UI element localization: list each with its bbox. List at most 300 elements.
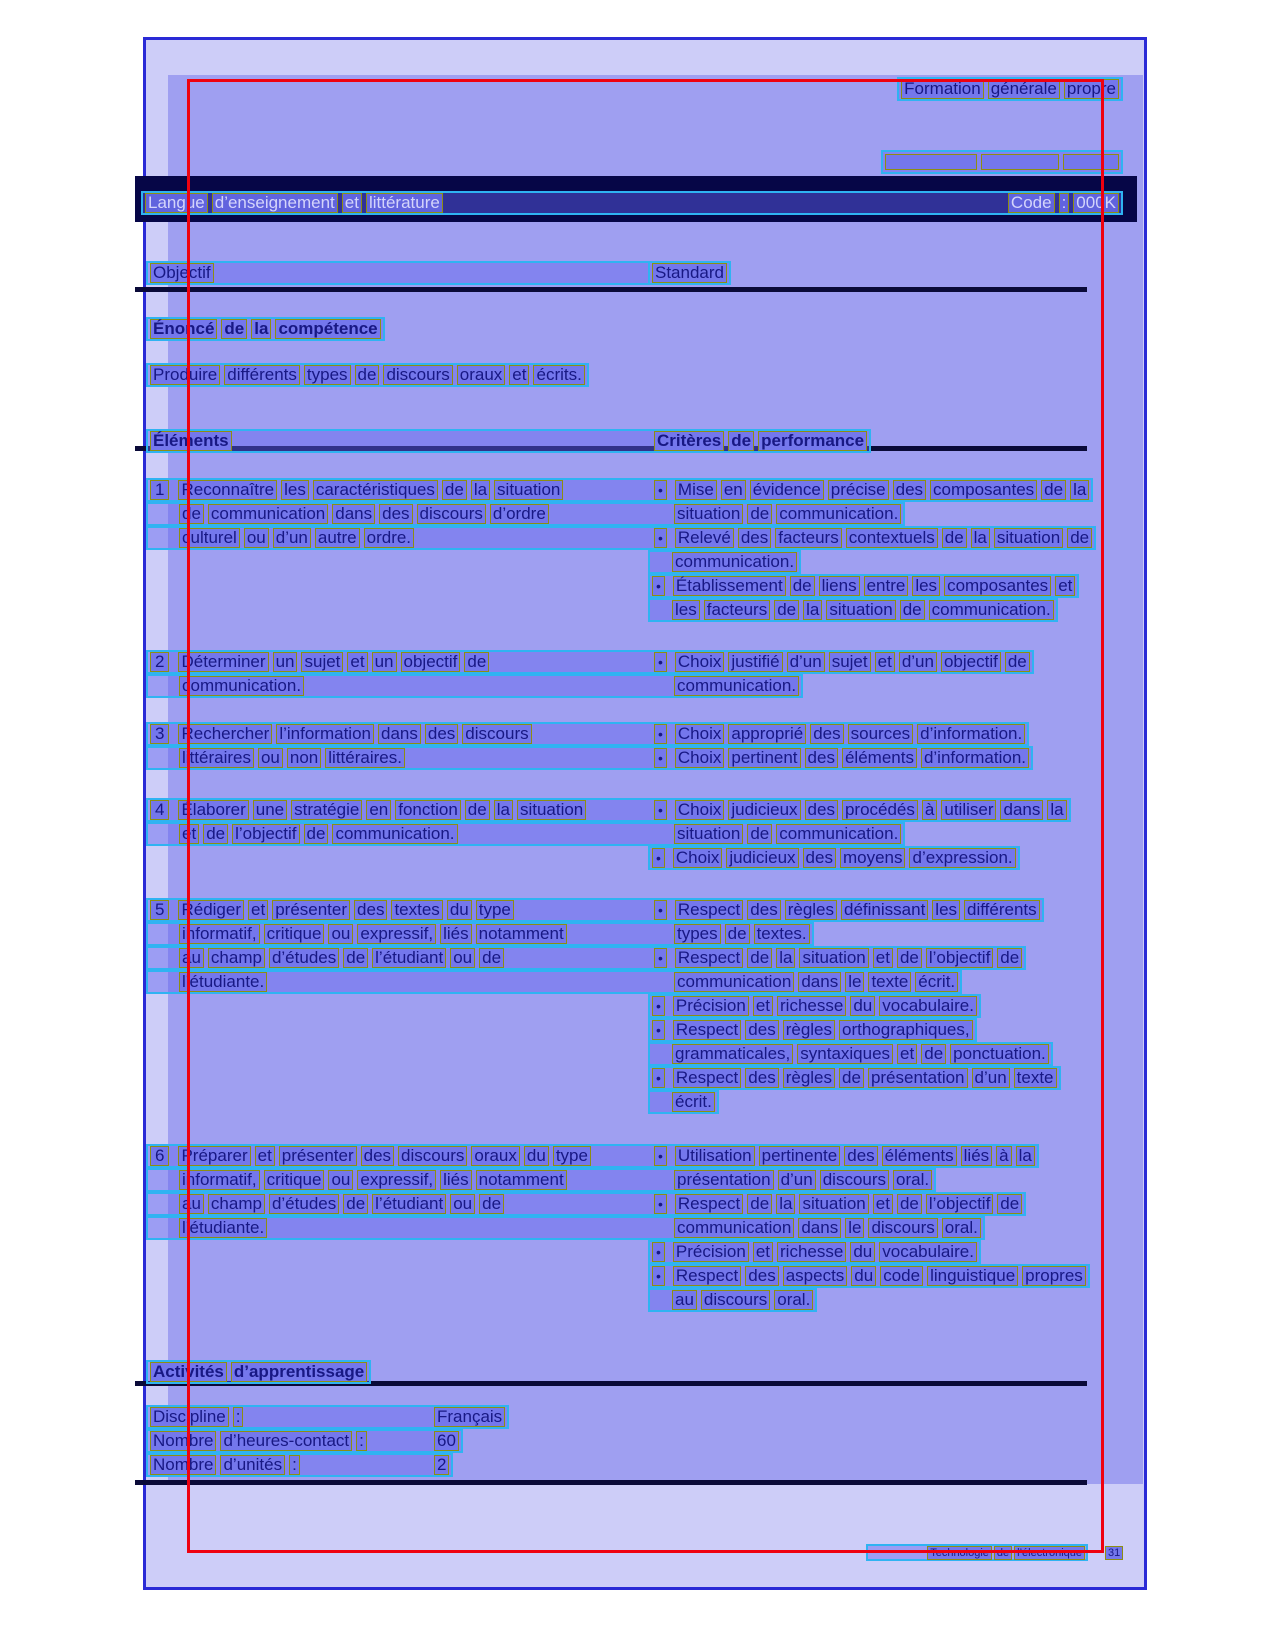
ocr-line-group — [148, 724, 652, 744]
ocr-line-group — [148, 800, 652, 820]
ocr-word: entre — [864, 576, 909, 596]
ocr-line-group — [148, 1455, 432, 1475]
ocr-line-group — [148, 948, 652, 968]
ocr-word: au — [179, 1194, 204, 1214]
ocr-word: discours — [701, 1290, 770, 1310]
ocr-word: un — [372, 652, 397, 672]
ocr-word: l’objectif — [926, 1194, 993, 1214]
ocr-word: l’électronique — [1014, 1546, 1085, 1560]
ocr-word: du — [850, 1242, 875, 1262]
ocr-word: Standard — [652, 263, 727, 283]
ocr-word: et — [753, 1242, 773, 1262]
ocr-word: liés — [961, 1146, 993, 1166]
ocr-word: de — [304, 824, 329, 844]
ocr-word: dans — [332, 504, 375, 524]
item-4-line-2 — [146, 822, 905, 846]
ocr-word: ou — [450, 1194, 475, 1214]
ocr-word: situation — [799, 1194, 868, 1214]
blank-word-box — [885, 154, 977, 170]
ocr-word: Respect — [673, 1068, 741, 1088]
ocr-word: communication. — [776, 824, 901, 844]
ocr-line-group — [432, 1431, 461, 1451]
ocr-word: écrits. — [533, 365, 584, 385]
ocr-word: Précision — [673, 1242, 749, 1262]
item-5-line-7 — [648, 1042, 1053, 1066]
ocr-word: Établissement — [673, 576, 786, 596]
ocr-word: types — [304, 365, 351, 385]
ocr-word: champ — [208, 948, 265, 968]
ocr-word: de — [921, 1044, 946, 1064]
ocr-line-group — [652, 504, 903, 524]
ocr-word: d’apprentissage — [231, 1362, 367, 1382]
ocr-word: des — [738, 528, 771, 548]
ocr-word: de — [343, 1194, 368, 1214]
item-1-line-2 — [146, 502, 905, 526]
bullet-icon: • — [654, 900, 667, 920]
ocr-word: de — [1041, 480, 1066, 500]
ocr-word: Énoncé — [150, 319, 217, 339]
ocr-word: approprié — [728, 724, 806, 744]
page-number-word: 31 — [1105, 1546, 1123, 1560]
item-5-line-6 — [648, 1018, 977, 1042]
ocr-word: l’objectif — [926, 948, 993, 968]
ocr-word: et — [347, 652, 367, 672]
ocr-word: Utilisation — [675, 1146, 755, 1166]
ocr-word: l’étudiante. — [179, 1218, 267, 1238]
ocr-word: des — [810, 724, 843, 744]
ocr-word: règles — [783, 1068, 835, 1088]
ocr-word: et — [248, 900, 268, 920]
ocr-word: des — [361, 1146, 394, 1166]
ocr-word: oraux — [471, 1146, 520, 1166]
ocr-word: situation — [674, 504, 743, 524]
ocr-word: sources — [848, 724, 914, 744]
ocr-word: communication. — [179, 676, 304, 696]
ocr-word: procédés — [842, 800, 918, 820]
ocr-word: de — [942, 528, 967, 548]
ocr-word: d’unités — [220, 1455, 285, 1475]
ocr-word: Préparer — [178, 1146, 250, 1166]
ocr-word: Déterminer — [178, 652, 268, 672]
ocr-word: type — [553, 1146, 591, 1166]
ocr-word: la — [776, 948, 795, 968]
ocr-word: la — [471, 480, 490, 500]
ocr-word: : — [233, 1407, 244, 1427]
ocr-word: de — [747, 824, 772, 844]
ocr-word: l’objectif — [232, 824, 299, 844]
ocr-word: linguistique — [927, 1266, 1018, 1286]
enonce-heading-line — [146, 317, 385, 341]
ocr-word: Respect — [675, 948, 743, 968]
ocr-line-group — [143, 193, 445, 213]
ocr-line-group — [652, 824, 903, 844]
ocr-word: communication. — [776, 504, 901, 524]
ocr-word: des — [805, 748, 838, 768]
bullet-icon: • — [652, 1242, 665, 1262]
ocr-word: discours — [462, 724, 531, 744]
ocr-word: et — [179, 824, 199, 844]
ocr-word: de — [994, 1546, 1012, 1560]
bullet-icon: • — [654, 652, 667, 672]
ocr-word: discours — [398, 1146, 467, 1166]
ocr-word: littéraires — [179, 748, 254, 768]
item-5-line-5 — [648, 994, 981, 1018]
ocr-word: Français — [434, 1407, 505, 1427]
ocr-word: la — [494, 800, 513, 820]
ocr-line-group — [1006, 193, 1121, 213]
ocr-word: pertinente — [759, 1146, 841, 1166]
ocr-word: de — [725, 924, 750, 944]
bullet-icon: • — [654, 948, 667, 968]
ocr-word: situation — [674, 824, 743, 844]
ocr-word: les — [912, 576, 940, 596]
ocr-word: d’études — [269, 1194, 339, 1214]
ocr-word: de — [479, 1194, 504, 1214]
ocr-word: texte — [868, 972, 911, 992]
ocr-word: l’étudiante. — [179, 972, 267, 992]
ocr-word: différents — [224, 365, 300, 385]
ocr-word: l’étudiant — [372, 1194, 446, 1214]
ocr-line-group — [650, 1092, 717, 1112]
ocr-word: de — [839, 1068, 864, 1088]
ocr-word: vocabulaire. — [879, 1242, 977, 1262]
ocr-word: différents — [964, 900, 1040, 920]
ocr-line-group — [650, 1044, 1051, 1064]
ocr-word: judicieux — [728, 800, 800, 820]
bullet-icon: • — [652, 848, 665, 868]
ocr-word: d’information. — [917, 724, 1025, 744]
ocr-word: communication. — [929, 600, 1054, 620]
item-6-line-1 — [146, 1144, 1039, 1168]
ocr-word: de — [897, 948, 922, 968]
ocr-word: utiliser — [941, 800, 996, 820]
ocr-line-group — [650, 1020, 975, 1040]
ocr-word: critique — [264, 1170, 325, 1190]
ocr-line-group — [650, 1242, 979, 1262]
item-2-line-2 — [146, 674, 803, 698]
item-5-line-9 — [648, 1090, 719, 1114]
ocr-word: discours — [820, 1170, 889, 1190]
ocr-word: fonction — [395, 800, 461, 820]
ocr-word: des — [844, 1146, 877, 1166]
item-4-line-1 — [146, 798, 1071, 822]
top-right-label-line — [897, 77, 1123, 101]
ocr-word: du — [851, 1266, 876, 1286]
ocr-word: stratégie — [291, 800, 362, 820]
ocr-word: évidence — [750, 480, 824, 500]
ocr-word: des — [425, 724, 458, 744]
ocr-word: Technologie — [927, 1546, 992, 1560]
ocr-word: et — [873, 1194, 893, 1214]
ocr-word: générale — [988, 79, 1060, 99]
bullet-icon: • — [654, 748, 667, 768]
ocr-word: pertinent — [728, 748, 800, 768]
ocr-word: type — [476, 900, 514, 920]
ocr-word: le — [845, 1218, 864, 1238]
ocr-word: critique — [264, 924, 325, 944]
ocr-word: informatif, — [179, 1170, 260, 1190]
ocr-word: sujet — [829, 652, 871, 672]
ocr-word: Élaborer — [178, 800, 248, 820]
ocr-word: Activités — [150, 1362, 227, 1382]
ocr-word: Critères — [654, 431, 724, 451]
item-6-line-7 — [648, 1288, 817, 1312]
ocr-word: justifié — [728, 652, 782, 672]
ocr-word: de — [774, 600, 799, 620]
ocr-word: d’information. — [921, 748, 1029, 768]
item-1-line-4 — [648, 550, 801, 574]
ocr-word: de — [479, 948, 504, 968]
ocr-word: de — [221, 319, 247, 339]
activites-heading-line — [146, 1360, 371, 1384]
item-5-line-1 — [146, 898, 1044, 922]
ocr-word: propres — [1022, 1266, 1086, 1286]
ocr-word: la — [776, 1194, 795, 1214]
ocr-line-group — [650, 996, 979, 1016]
ocr-word: Rechercher — [178, 724, 272, 744]
ocr-word: code — [880, 1266, 923, 1286]
ocr-line-group — [650, 576, 1077, 596]
ocr-word: autre — [315, 528, 360, 548]
ocr-word: les — [281, 480, 309, 500]
ocr-word: de — [728, 431, 754, 451]
item-6-line-2 — [146, 1168, 936, 1192]
bullet-icon: • — [654, 800, 667, 820]
bullet-icon: • — [654, 480, 667, 500]
ocr-word: oral. — [893, 1170, 932, 1190]
ocr-word: et — [753, 996, 773, 1016]
ocr-word: l’information — [276, 724, 374, 744]
ocr-word: situation — [826, 600, 895, 620]
ocr-word: Respect — [673, 1020, 741, 1040]
ocr-word: de — [1067, 528, 1092, 548]
ocr-line-group — [652, 1146, 1037, 1166]
ocr-word: composantes — [944, 576, 1051, 596]
ocr-word: Langue — [145, 193, 208, 213]
ocr-word: communication. — [672, 552, 797, 572]
ocr-word: 2 — [434, 1455, 449, 1475]
item-3-line-1 — [146, 722, 1029, 746]
ocr-word: caractéristiques — [313, 480, 438, 500]
item-3-line-2 — [146, 746, 1033, 770]
ocr-word: et — [1055, 576, 1075, 596]
bullet-icon: • — [652, 1068, 665, 1088]
ocr-word: communication. — [332, 824, 457, 844]
ocr-word: dans — [798, 972, 841, 992]
ocr-word: moyens — [840, 848, 906, 868]
ocr-word: écrit. — [915, 972, 958, 992]
ocr-word: propre — [1064, 79, 1119, 99]
ocr-word: 000K — [1073, 193, 1119, 213]
ocr-line-group — [148, 1431, 432, 1451]
ocr-word: de — [179, 504, 204, 524]
ocr-word: situation — [994, 528, 1063, 548]
ocr-word: de — [464, 652, 489, 672]
ocr-word: présenter — [279, 1146, 357, 1166]
ocr-line-group — [652, 1170, 934, 1190]
ocr-line-group — [652, 800, 1069, 820]
ocr-word: orthographiques, — [839, 1020, 973, 1040]
ocr-word: objectif — [941, 652, 1001, 672]
bullet-icon: • — [654, 528, 667, 548]
ocr-word: richesse — [777, 996, 846, 1016]
ocr-word: de — [747, 504, 772, 524]
ocr-word: au — [179, 948, 204, 968]
ocr-word: : — [289, 1455, 300, 1475]
detail-line-1 — [146, 1405, 509, 1429]
ocr-word: Choix — [675, 724, 724, 744]
item-number: 1 — [150, 480, 169, 500]
ocr-line-group — [650, 1290, 815, 1310]
ocr-line-group — [652, 676, 801, 696]
ocr-word: un — [273, 652, 298, 672]
ocr-word: expressif, — [357, 1170, 436, 1190]
ocr-line-group — [652, 924, 812, 944]
ocr-word: présentation — [674, 1170, 774, 1190]
ocr-line-group — [652, 900, 1042, 920]
ocr-word: ordre. — [364, 528, 414, 548]
ocr-word: oral. — [942, 1218, 981, 1238]
ocr-word: de — [997, 1194, 1022, 1214]
ocr-line-group — [148, 1407, 432, 1427]
ocr-word: Éléments — [150, 431, 232, 451]
competence-line — [146, 363, 589, 387]
ocr-word: Choix — [675, 800, 724, 820]
ocr-line-group — [148, 676, 652, 696]
ocr-word: des — [893, 480, 926, 500]
ocr-word: Reconnaître — [178, 480, 277, 500]
item-number: 4 — [150, 800, 169, 820]
ocr-word: liens — [819, 576, 860, 596]
ocr-word: de — [203, 824, 228, 844]
ocr-word: en — [366, 800, 391, 820]
ocr-word: culturel — [179, 528, 240, 548]
ocr-word: la — [971, 528, 990, 548]
ocr-line-group — [652, 748, 1031, 768]
bullet-icon: • — [652, 576, 665, 596]
ocr-word: syntaxiques — [797, 1044, 893, 1064]
ocr-word: éléments — [882, 1146, 957, 1166]
ocr-word: à — [922, 800, 937, 820]
ocr-line-group — [652, 431, 869, 451]
ocr-word: des — [354, 900, 387, 920]
ocr-word: notamment — [476, 924, 567, 944]
ocr-word: la — [1016, 1146, 1035, 1166]
ocr-word: règles — [785, 900, 837, 920]
ocr-word: d’expression. — [909, 848, 1015, 868]
ocr-word: discours — [383, 365, 452, 385]
ocr-word: informatif, — [179, 924, 260, 944]
ocr-word: grammaticales, — [672, 1044, 793, 1064]
ocr-line-group — [652, 528, 1094, 548]
ocr-word: d’un — [787, 652, 825, 672]
ocr-word: des — [747, 900, 780, 920]
ocr-word: composantes — [930, 480, 1037, 500]
ocr-word: Choix — [673, 848, 722, 868]
ocr-word: situation — [517, 800, 586, 820]
ocr-word: ou — [450, 948, 475, 968]
ocr-word: Respect — [675, 1194, 743, 1214]
ocr-word: précise — [828, 480, 889, 500]
ocr-word: objectif — [401, 652, 461, 672]
ocr-word: facteurs — [775, 528, 841, 548]
ocr-word: communication — [208, 504, 328, 524]
ocr-line-group — [148, 1194, 652, 1214]
ocr-word: Relevé — [675, 528, 734, 548]
ocr-word: communication — [674, 1218, 794, 1238]
ocr-word: ou — [244, 528, 269, 548]
ocr-line-group — [148, 1146, 652, 1166]
ocr-word: situation — [494, 480, 563, 500]
item-number: 2 — [150, 652, 169, 672]
bullet-icon: • — [652, 996, 665, 1016]
ocr-line-group — [432, 1455, 451, 1475]
bullet-icon: • — [654, 1194, 667, 1214]
ocr-word: la — [251, 319, 271, 339]
ocr-word: liés — [440, 1170, 472, 1190]
ocr-word: ou — [328, 1170, 353, 1190]
ocr-word: Nombre — [150, 1431, 216, 1451]
ocr-word: définissant — [841, 900, 928, 920]
ocr-word: richesse — [777, 1242, 846, 1262]
ocr-word: littéraires. — [325, 748, 405, 768]
ocr-word: la — [1047, 800, 1066, 820]
ocr-word: des — [745, 1020, 778, 1040]
ocr-word: d’études — [269, 948, 339, 968]
ocr-line-group — [652, 948, 1024, 968]
ocr-word: texte — [1014, 1068, 1057, 1088]
blank-word-box — [1063, 154, 1119, 170]
ocr-word: performance — [758, 431, 867, 451]
item-4-line-3 — [648, 846, 1020, 870]
ocr-word: discours — [417, 504, 486, 524]
ocr-word: aspects — [783, 1266, 848, 1286]
ocr-word: textes — [391, 900, 442, 920]
ocr-word: des — [745, 1266, 778, 1286]
item-6-line-6 — [648, 1264, 1090, 1288]
detail-line-2 — [146, 1429, 463, 1453]
ocr-word: les — [672, 600, 700, 620]
ocr-word: expressif, — [357, 924, 436, 944]
ocr-word: de — [355, 365, 380, 385]
ocr-word: champ — [208, 1194, 265, 1214]
ocr-line-group — [652, 1194, 1024, 1214]
detail-line-3 — [146, 1453, 453, 1477]
ocr-word: communication — [674, 972, 794, 992]
ocr-word: oraux — [457, 365, 506, 385]
ocr-word: Code — [1008, 193, 1055, 213]
ocr-line-group — [652, 1218, 983, 1238]
ocr-word: Objectif — [150, 263, 214, 283]
objectif-header-line — [146, 261, 650, 285]
ocr-line-group — [650, 552, 799, 572]
ocr-word: de — [997, 948, 1022, 968]
ocr-word: de — [343, 948, 368, 968]
ocr-word: règles — [783, 1020, 835, 1040]
ocr-line-group — [650, 848, 1018, 868]
blank-words-line — [881, 150, 1123, 174]
ocr-word: contextuels — [846, 528, 938, 548]
ocr-word: ou — [328, 924, 353, 944]
ocr-line-group — [148, 1170, 652, 1190]
ocr-word: l’étudiant — [372, 948, 446, 968]
ocr-word: et — [509, 365, 529, 385]
ocr-line-group — [650, 1266, 1088, 1286]
footer-page-number — [1104, 1544, 1124, 1561]
ocr-word: la — [1070, 480, 1089, 500]
bullet-icon: • — [654, 724, 667, 744]
ocr-line-group — [650, 1068, 1059, 1088]
